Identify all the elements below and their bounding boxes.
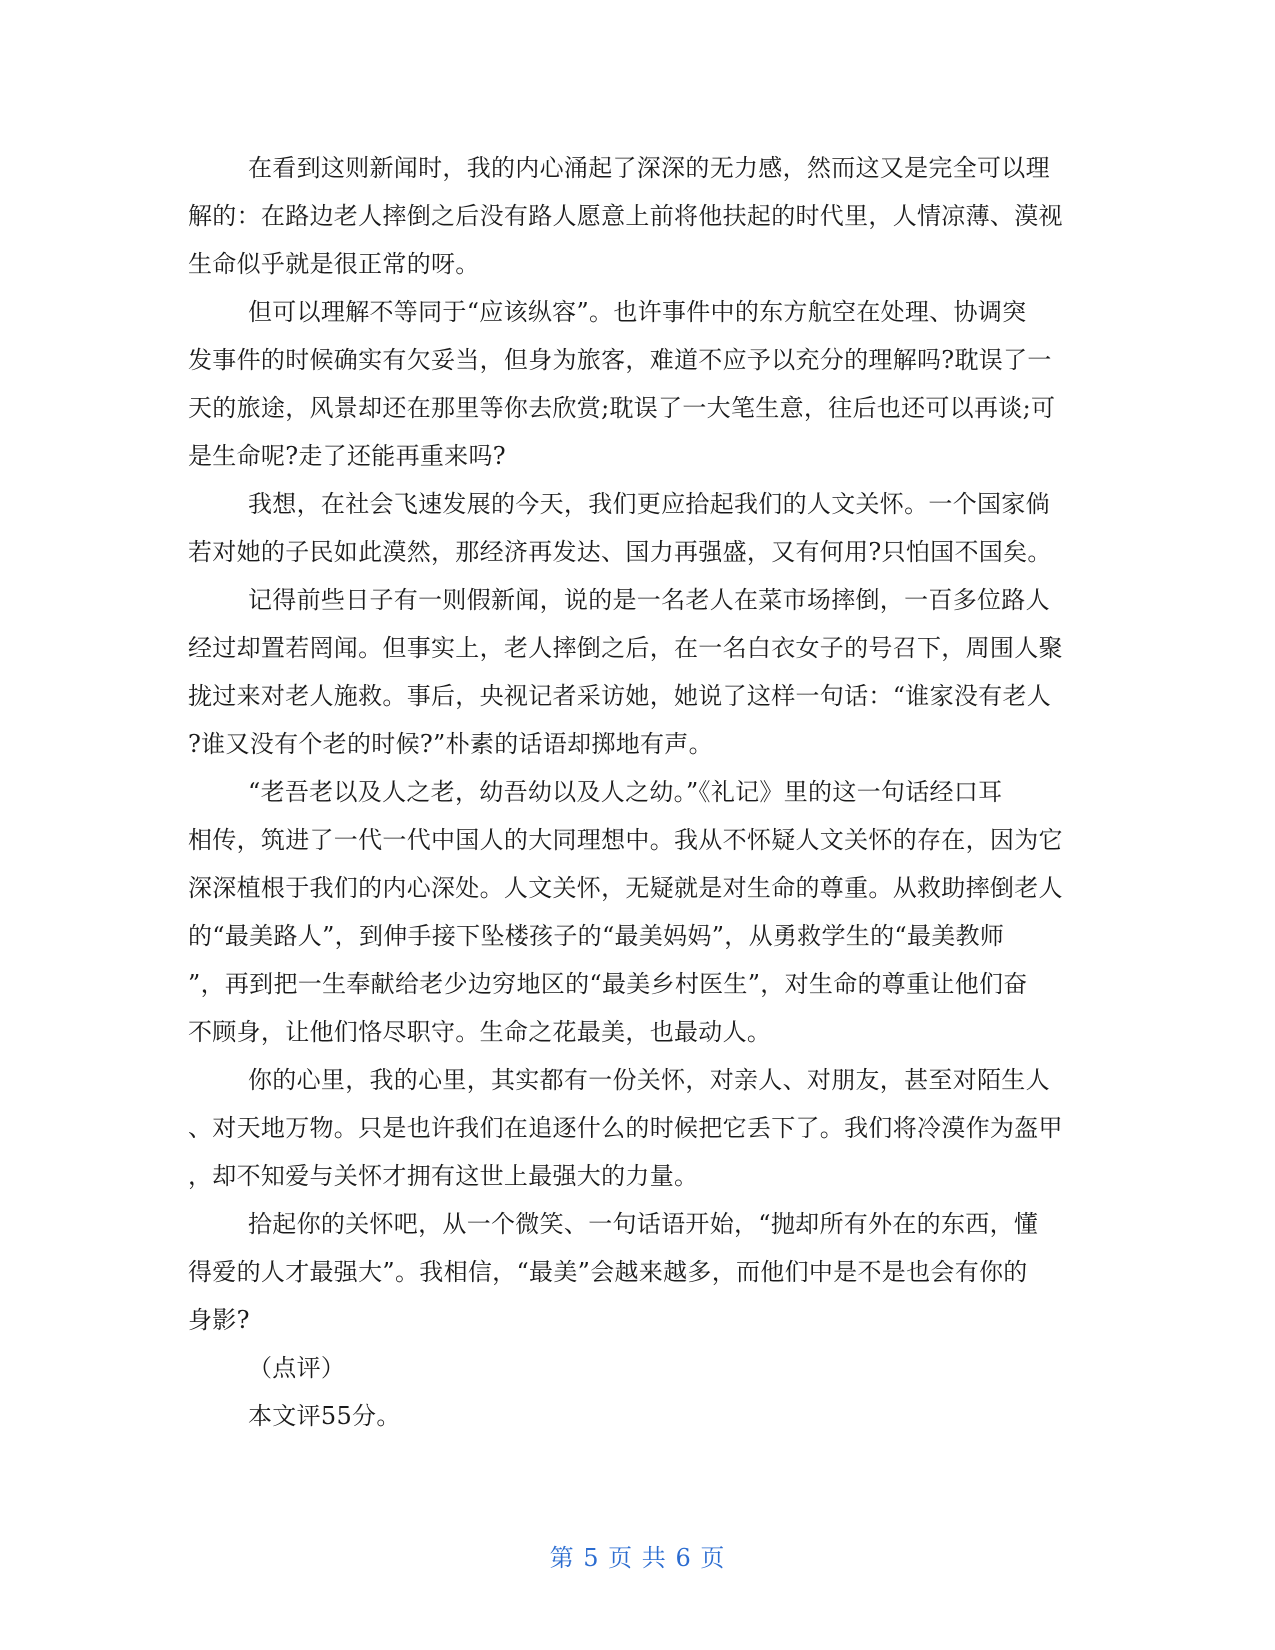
page-number-footer: 第 5 页 共 6 页	[549, 1544, 726, 1572]
text-line: ?谁又没有个老的时候?”朴素的话语却掷地有声。	[188, 730, 713, 758]
text-line: 生命似乎就是很正常的呀。	[188, 250, 480, 278]
text-line: 但可以理解不等同于“应该纵容”。也许事件中的东方航空在处理、协调突	[248, 298, 1027, 326]
text-line: 记得前些日子有一则假新闻，说的是一名老人在菜市场摔倒，一百多位路人	[248, 586, 1050, 614]
text-line: 天的旅途，风景却还在那里等你去欣赏;耽误了一大笔生意，往后也还可以再谈;可	[188, 394, 1056, 422]
text-line: 的“最美路人”，到伸手接下坠楼孩子的“最美妈妈”，从勇救学生的“最美教师	[188, 922, 1005, 950]
text-line: 得爱的人才最强大”。我相信，“最美”会越来越多，而他们中是不是也会有你的	[188, 1258, 1028, 1286]
essay-body	[188, 144, 1088, 1440]
text-line: 、对天地万物。只是也许我们在追逐什么的时候把它丢下了。我们将冷漠作为盔甲	[188, 1114, 1063, 1142]
text-line: 若对她的子民如此漠然，那经济再发达、国力再强盛，又有何用?只怕国不国矣。	[188, 538, 1052, 566]
text-line: 解的：在路边老人摔倒之后没有路人愿意上前将他扶起的时代里，人情凉薄、漠视	[188, 202, 1063, 230]
text-line: 发事件的时候确实有欠妥当，但身为旅客，难道不应予以充分的理解吗?耽误了一	[188, 346, 1052, 374]
comment-heading: （点评）	[248, 1354, 346, 1382]
text-line: 在看到这则新闻时，我的内心涌起了深深的无力感，然而这又是完全可以理	[248, 154, 1050, 182]
text-line: ”，再到把一生奉献给老少边穷地区的“最美乡村医生”，对生命的尊重让他们奋	[188, 970, 1028, 998]
text-line: “老吾老以及人之老，幼吾幼以及人之幼。”《礼记》里的这一句话经口耳	[248, 778, 1003, 806]
text-line: 拾起你的关怀吧，从一个微笑、一句话语开始，“抛却所有外在的东西，懂	[248, 1210, 1039, 1238]
text-line: 拢过来对老人施救。事后，央视记者采访她，她说了这样一句话：“谁家没有老人	[188, 682, 1052, 710]
text-line: 相传，筑进了一代一代中国人的大同理想中。我从不怀疑人文关怀的存在，因为它	[188, 826, 1063, 854]
text-line: 是生命呢?走了还能再重来吗?	[188, 442, 506, 470]
text-line: 你的心里，我的心里，其实都有一份关怀，对亲人、对朋友，甚至对陌生人	[248, 1066, 1050, 1094]
text-line: 我想，在社会飞速发展的今天，我们更应拾起我们的人文关怀。一个国家倘	[248, 490, 1050, 518]
text-line: 经过却置若罔闻。但事实上，老人摔倒之后，在一名白衣女子的号召下，周围人聚	[188, 634, 1063, 662]
text-line: 深深植根于我们的内心深处。人文关怀，无疑就是对生命的尊重。从救助摔倒老人	[188, 874, 1063, 902]
score-line: 本文评55分。	[248, 1402, 401, 1430]
text-line: ，却不知爱与关怀才拥有这世上最强大的力量。	[188, 1162, 699, 1190]
text-line: 身影?	[188, 1306, 250, 1334]
text-line: 不顾身，让他们恪尽职守。生命之花最美，也最动人。	[188, 1018, 772, 1046]
